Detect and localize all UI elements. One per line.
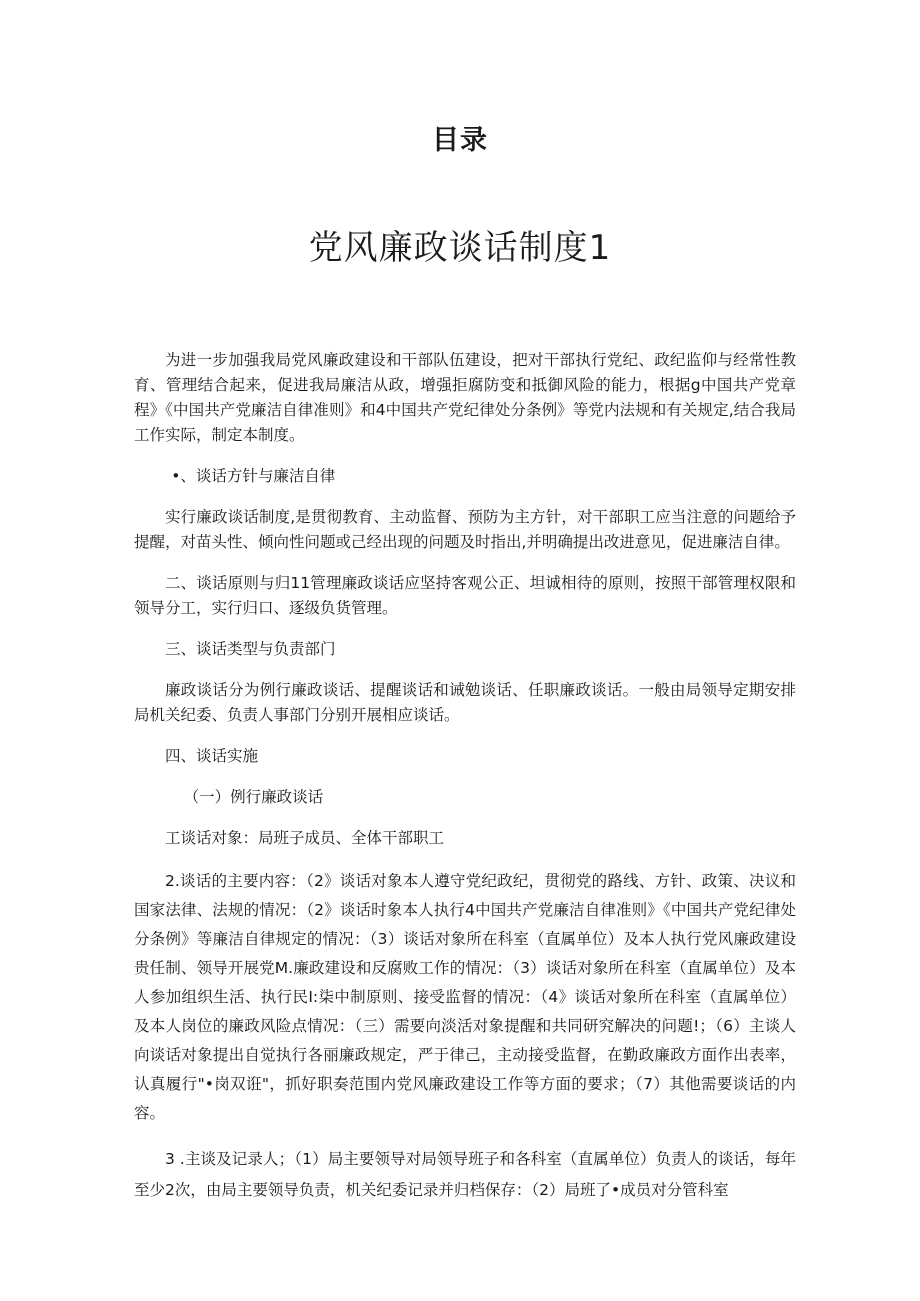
list-item-2: 2.谈话的主要内容：（2》谈话对象本人遵守党纪政纪，贯彻党的路线、方针、政策、决议和国家法律、法规的情况：（2》谈话时象本人执行4中国共产党廉洁自律准则》《中国共产党纪律处分条例》等廉洁自律规定的情况：（3）谈话对象所在科室（直属单位）及本人执行党风廉政建设贵任制、领导开展党M.廉政建设和反腐败工作的情况：（3）谈话对象所在科室（直属单位）及本人参加组织生活、执行民I:柒中制原则、接受监督的情况：（4》谈话对象所在科室（直属单位）及本人岗位的廉政风险点情况：（三）需要向淡活对象提醒和共同研究解决的问题!；（6）主谈人向谈话对象提出自觉执行各丽廉政规定，严于律己，主动接受监督，在勤政廉政方面作出表率，认真履行"•岗双诳"，抓好职奏范围内党风廉政建设工作等方面的要求；（7）其他需要谈话的内容。 xyxy=(134,872,796,1122)
section-2-paragraph: 二、谈话原则与归11管理廉政谈话应坚持客观公正、坦诚相待的原则，按照干部管理权限和领导分工，实行归口、逐级负货管理。 xyxy=(134,574,796,617)
section-heading-1: •、谈话方针与廉洁自律 xyxy=(171,467,336,485)
intro-paragraph: 为进一步加强我局党风廉政建设和干部队伍建设，把对干部执行党纪、政纪监仰与经常性教育、管理结合起来，促进我局廉洁从政，增强拒腐防变和抵御风险的能力，根据g中国共产党章程》《中国共产党廉洁自律准则》和4中国共产党纪律处分条例》等党内法规和有关规定,结合我局工作实际，制定本制度。 xyxy=(134,351,796,444)
subsection-heading-4-1: （一）例行廉政谈话 xyxy=(183,788,324,806)
section-3-paragraph: 廉政谈话分为例行廉政谈话、提醒谈话和诫勉谈话、任职廉政谈话。一般由局领导定期安排局机关纪委、负责人事部门分别开展相应谈话。 xyxy=(134,681,796,724)
document-title: 党风廉政谈话制度1 xyxy=(308,228,612,268)
section-heading-3: 三、谈话类型与负责部门 xyxy=(165,640,336,658)
toc-title: 目录 xyxy=(432,125,488,156)
list-item-3: 3 .主谈及记录人；（1）局主要领导对局领导班子和各科室（直属单位）负责人的谈话，每年至少2次，由局主要领导负责，机关纪委记录并归档保存：（2）局班了•成员对分管科室 xyxy=(134,1150,796,1199)
list-item-1: 工谈话对象：局班子成员、全体干部职工 xyxy=(165,829,445,847)
document-body xyxy=(134,348,796,1206)
section-1-paragraph: 实行廉政谈话制度,是贯彻教育、主动监督、预防为主方针，对干部职工应当注意的问题给予提醒，对苗头性、倾向性问题或己经出现的问题及时指出,并明确提出改进意见，促进廉洁自律。 xyxy=(134,508,796,551)
section-heading-4: 四、谈话实施 xyxy=(165,747,259,765)
